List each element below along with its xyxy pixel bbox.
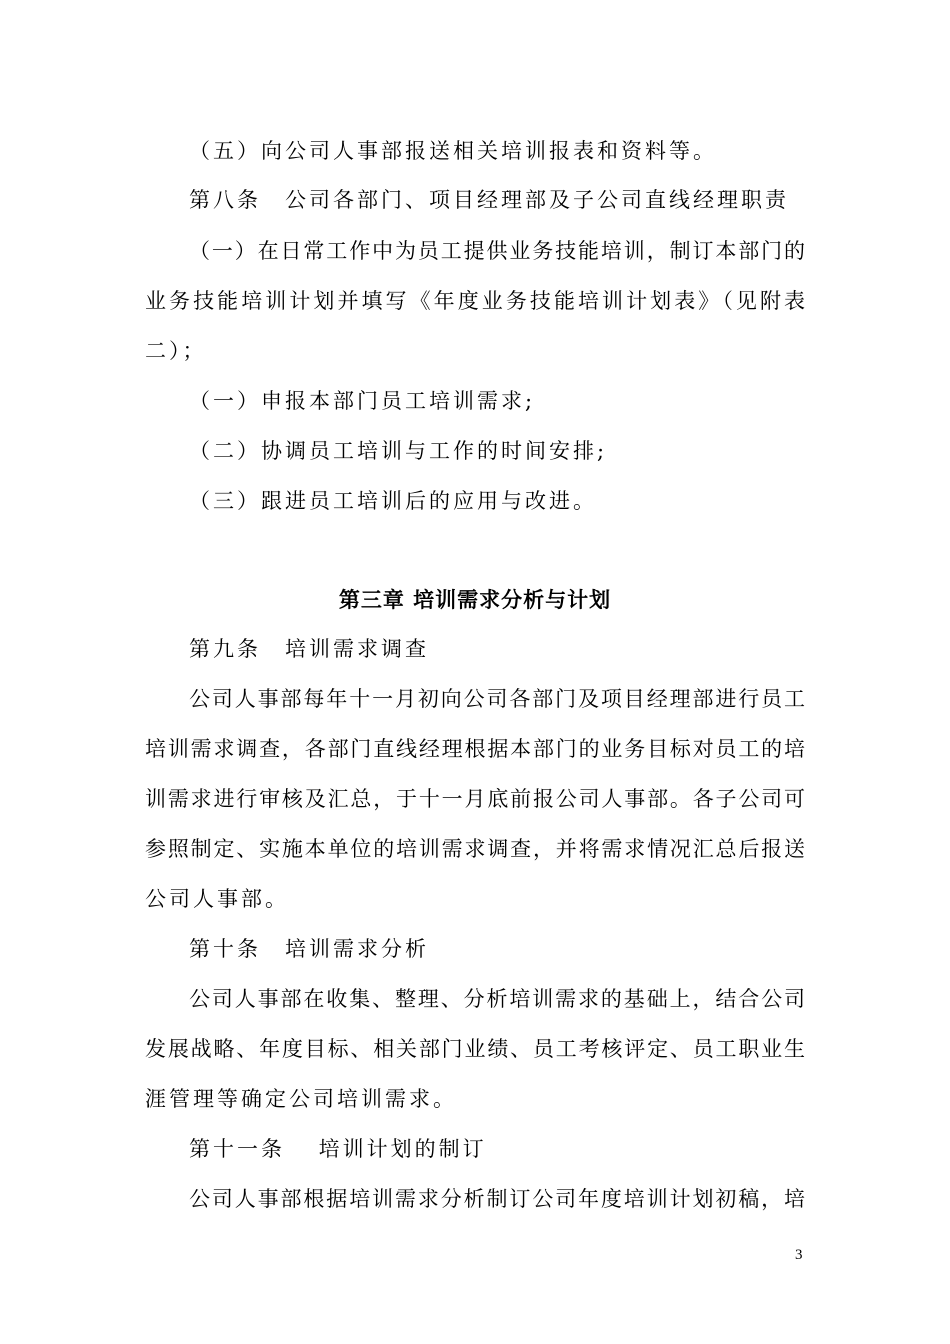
paragraph-line: （一）申报本部门员工培训需求;: [189, 389, 536, 413]
paragraph-line: 涯管理等确定公司培训需求。: [145, 1087, 457, 1111]
paragraph-line: 公司人事部。: [145, 887, 289, 911]
paragraph-line: 发展战略、年度目标、相关部门业绩、员工考核评定、员工职业生: [145, 1037, 805, 1061]
chapter-title: 第三章 培训需求分析与计划: [338, 587, 612, 612]
paragraph-line: 公司人事部在收集、整理、分析培训需求的基础上，结合公司: [189, 987, 805, 1011]
paragraph-line: 二）；: [145, 339, 207, 363]
paragraph-line: （一）在日常工作中为员工提供业务技能培训，制订本部门的: [189, 239, 805, 263]
paragraph-line: （三）跟进员工培训后的应用与改进。: [189, 489, 597, 513]
paragraph-line: （二）协调员工培训与工作的时间安排;: [189, 439, 608, 463]
article-heading: 第九条 培训需求调查: [189, 637, 429, 661]
paragraph-line: 公司人事部根据培训需求分析制订公司年度培训计划初稿，培: [189, 1187, 805, 1211]
page-number: 3: [795, 1247, 803, 1263]
paragraph-line: 参照制定、实施本单位的培训需求调查，并将需求情况汇总后报送: [145, 837, 805, 861]
paragraph-line: 业务技能培训计划并填写《年度业务技能培训计划表》（见附表: [145, 289, 805, 313]
paragraph-line: 培训需求调查，各部门直线经理根据本部门的业务目标对员工的培: [145, 737, 805, 761]
article-heading: 第十一条 培训计划的制订: [189, 1137, 487, 1161]
paragraph-line: （五）向公司人事部报送相关培训报表和资料等。: [189, 139, 717, 163]
article-heading: 第十条 培训需求分析: [189, 937, 429, 961]
paragraph-line: 训需求进行审核及汇总，于十一月底前报公司人事部。各子公司可: [145, 787, 805, 811]
paragraph-line: 公司人事部每年十一月初向公司各部门及项目经理部进行员工: [189, 687, 805, 711]
article-heading: 第八条 公司各部门、项目经理部及子公司直线经理职责: [189, 188, 789, 212]
